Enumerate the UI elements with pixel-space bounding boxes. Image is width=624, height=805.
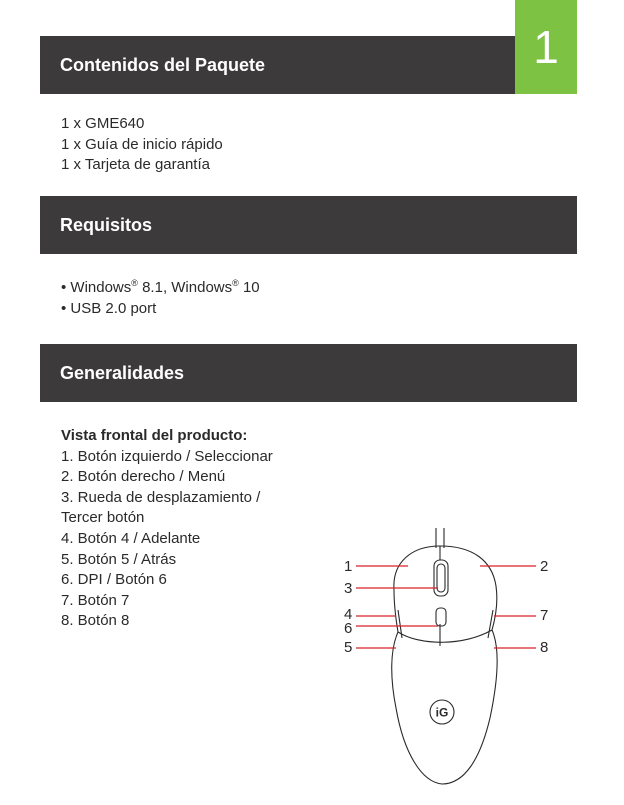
button-split	[398, 630, 492, 642]
page-number-tab: 1	[515, 0, 577, 94]
callout-label-5: 5	[344, 639, 353, 656]
callout-label-6: 6	[344, 620, 353, 637]
callout-label-8: 8	[540, 639, 549, 656]
callout-label-7: 7	[540, 607, 549, 624]
requirement-os-mid: 8.1, Windows	[137, 279, 233, 296]
requirement-os-suffix: 10	[238, 279, 260, 296]
callout-label-3: 3	[344, 580, 353, 597]
requirements-list	[61, 278, 260, 319]
overview-heading: Vista frontal del producto:	[61, 427, 248, 444]
mouse-body	[392, 546, 497, 784]
mouse-diagram	[330, 528, 560, 790]
dpi-button	[436, 608, 446, 626]
overview-list	[61, 426, 273, 632]
list-item: 1 x Guía de inicio rápido	[61, 135, 223, 153]
list-item	[61, 278, 260, 299]
list-item: 5. Botón 5 / Atrás	[61, 550, 177, 568]
list-item: 4. Botón 4 / Adelante	[61, 529, 201, 547]
list-item: 2. Botón derecho / Menú	[61, 468, 226, 486]
section-title: Contenidos del Paquete	[60, 55, 266, 75]
callout-lines	[356, 566, 536, 648]
callout-label-1: 1	[344, 558, 353, 575]
section-header-requirements	[40, 196, 577, 254]
registered-mark: ®	[232, 278, 239, 288]
list-item: 3. Rueda de desplazamiento /	[61, 488, 261, 506]
list-item: 1. Botón izquierdo / Seleccionar	[61, 447, 273, 465]
section-header-package	[40, 36, 515, 94]
section-title: Generalidades	[60, 363, 185, 383]
section-header-overview	[40, 344, 577, 402]
list-item: 1 x Tarjeta de garantía	[61, 156, 210, 174]
callout-label-4: 4	[344, 606, 353, 623]
list-item: 8. Botón 8	[61, 612, 130, 630]
list-item: 7. Botón 7	[61, 591, 130, 609]
list-item: 6. DPI / Botón 6	[61, 571, 167, 589]
requirement-os-prefix: • Windows	[61, 279, 132, 296]
list-item: 1 x GME640	[61, 115, 145, 132]
callout-label-2: 2	[540, 558, 549, 575]
package-contents-list	[61, 114, 223, 176]
list-item: Tercer botón	[61, 509, 145, 527]
scroll-wheel	[434, 560, 448, 596]
logo-mark: iG	[435, 705, 449, 720]
section-title: Requisitos	[60, 215, 153, 235]
list-item: • USB 2.0 port	[61, 299, 157, 317]
registered-mark: ®	[131, 278, 138, 288]
